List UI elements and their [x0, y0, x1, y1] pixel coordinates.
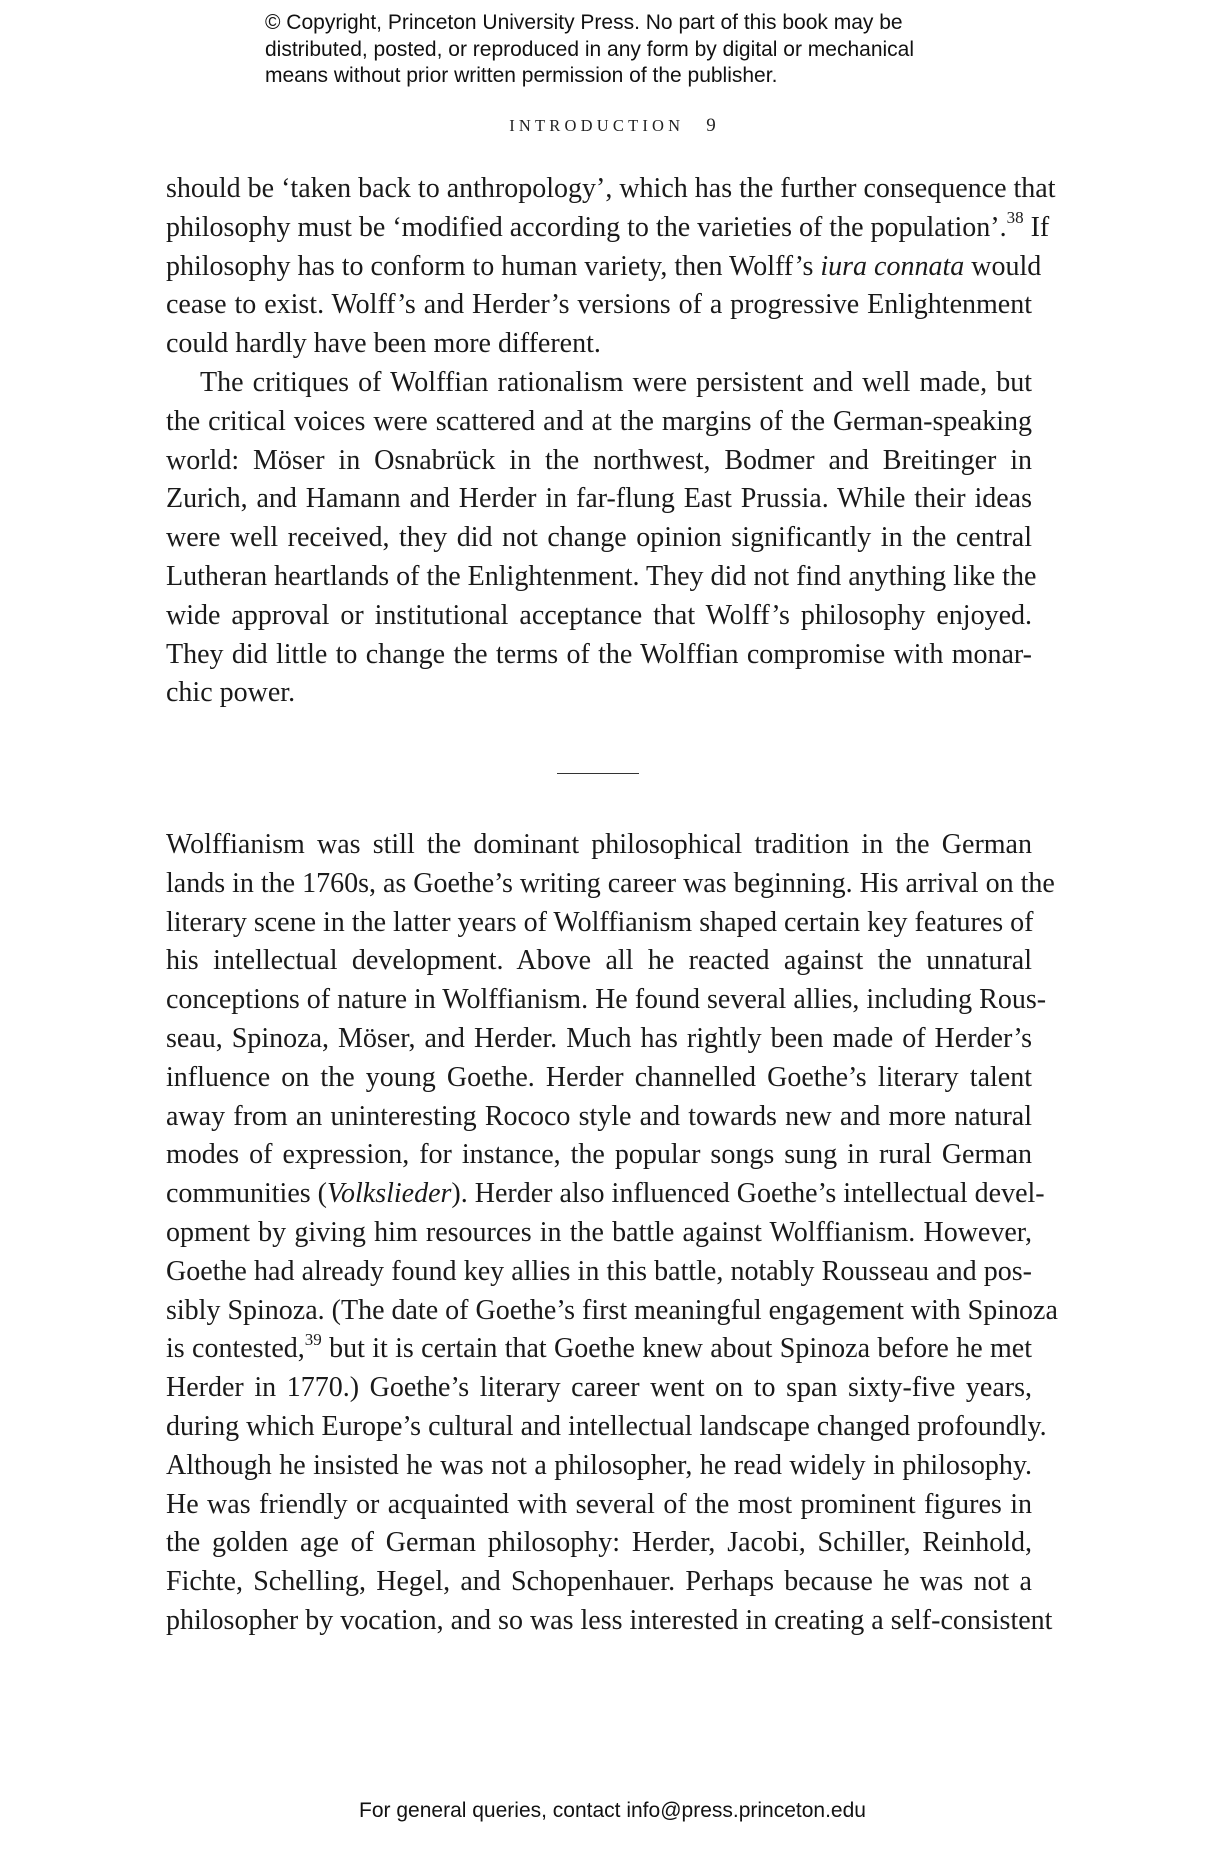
- footnote-ref[interactable]: 38: [1006, 208, 1024, 228]
- text-line: [166, 208, 1050, 248]
- text-span: but it is certain that Goethe knew about Spinoza before he met: [321, 1333, 1032, 1365]
- text-line: chic power.: [166, 677, 296, 709]
- text-line: [166, 1330, 1032, 1369]
- text-line: influence on the young Goethe. Herder channelled Goethe’s literary talent: [166, 1061, 1032, 1093]
- text-line: lands in the 1760s, as Goethe’s writing career was beginning. His arrival on the: [166, 867, 1055, 899]
- text-span: is contested,: [166, 1333, 305, 1365]
- footnote-ref[interactable]: 39: [304, 1330, 322, 1350]
- text-line: [166, 248, 1042, 287]
- section-title: INTRODUCTION: [509, 116, 685, 135]
- text-line: Herder in 1770.) Goethe’s literary career went on to span sixty-five years,: [166, 1372, 1032, 1404]
- text-line: philosopher by vocation, and so was less interested in creating a self-consistent: [166, 1604, 1053, 1636]
- text-line: cease to exist. Wolff’s and Herder’s versions of a progressive Enlightenment: [166, 289, 1032, 321]
- text-line: Lutheran heartlands of the Enlightenment. They did not find anything like the: [166, 560, 1037, 592]
- text-line: modes of expression, for instance, the popular songs sung in rural German: [166, 1139, 1032, 1171]
- text-span: If: [1023, 211, 1050, 243]
- text-line: [166, 1175, 1045, 1214]
- running-head: [0, 115, 1225, 137]
- text-line: world: Möser in Osnabrück in the northwest, Bodmer and Breitinger in: [166, 444, 1032, 476]
- italic-term: iura connata: [820, 250, 965, 282]
- text-line: the critical voices were scattered and at the margins of the German-speaking: [166, 405, 1032, 437]
- text-line: The critiques of Wolffian rationalism were persistent and well made, but: [200, 366, 1032, 398]
- footer-contact: For general queries, contact info@press.princeton.edu: [359, 1799, 866, 1822]
- text-span: would: [964, 250, 1042, 282]
- text-line: sibly Spinoza. (The date of Goethe’s first meaningful engagement with Spinoza: [166, 1294, 1058, 1326]
- text-line: Wolffianism was still the dominant philosophical tradition in the German: [166, 829, 1032, 860]
- text-line: the golden age of German philosophy: Herder, Jacobi, Schiller, Reinhold,: [166, 1527, 1032, 1559]
- text-line: conceptions of nature in Wolffianism. He found several allies, including Rous-: [166, 984, 1047, 1016]
- text-span: philosophy must be ‘modified according to the varieties of the population’.: [166, 211, 1007, 243]
- copyright-notice: [265, 10, 1025, 90]
- text-line: seau, Spinoza, Möser, and Herder. Much has rightly been made of Herder’s: [166, 1022, 1032, 1054]
- copyright-line: © Copyright, Princeton University Press. No part of this book may be: [265, 11, 903, 34]
- text-line: Although he insisted he was not a philosopher, he read widely in philosophy.: [166, 1449, 1032, 1481]
- body-text-bottom: [166, 826, 1058, 1641]
- copyright-line: distributed, posted, or reproduced in any form by digital or mechanical: [265, 37, 915, 61]
- page-number: 9: [706, 115, 716, 136]
- copyright-line: means without prior written permission of the publisher.: [265, 64, 778, 87]
- text-line: during which Europe’s cultural and intellectual landscape changed profoundly.: [166, 1410, 1047, 1442]
- italic-term: Volkslieder: [326, 1178, 452, 1210]
- text-line: Fichte, Schelling, Hegel, and Schopenhauer. Perhaps because he was not a: [166, 1566, 1032, 1598]
- text-line: Goethe had already found key allies in this battle, notably Rousseau and pos-: [166, 1255, 1032, 1287]
- text-line: his intellectual development. Above all he reacted against the unnatural: [166, 945, 1032, 977]
- body-text-top: [166, 170, 1056, 713]
- text-line: wide approval or institutional acceptance that Wolff’s philosophy enjoyed.: [166, 599, 1032, 631]
- text-line: He was friendly or acquainted with several of the most prominent figures in: [166, 1488, 1032, 1520]
- text-line: They did little to change the terms of the Wolffian compromise with monar-: [166, 638, 1032, 670]
- text-span: ). Herder also influenced Goethe’s intellectual devel-: [451, 1178, 1045, 1210]
- text-line: literary scene in the latter years of Wolffianism shaped certain key features of: [166, 906, 1034, 938]
- text-line: away from an uninteresting Rococo style and towards new and more natural: [166, 1100, 1032, 1132]
- text-line: Zurich, and Hamann and Herder in far-flung East Prussia. While their ideas: [166, 483, 1032, 515]
- text-span: philosophy has to conform to human variety, then Wolff’s: [166, 250, 821, 282]
- section-divider: [557, 773, 639, 774]
- text-line: were well received, they did not change opinion significantly in the central: [166, 522, 1032, 554]
- text-line: could hardly have been more different.: [166, 328, 601, 360]
- text-line: should be ‘taken back to anthropology’, which has the further consequence that: [166, 173, 1056, 204]
- text-span: communities (: [166, 1178, 327, 1210]
- text-line: opment by giving him resources in the battle against Wolffianism. However,: [166, 1216, 1032, 1248]
